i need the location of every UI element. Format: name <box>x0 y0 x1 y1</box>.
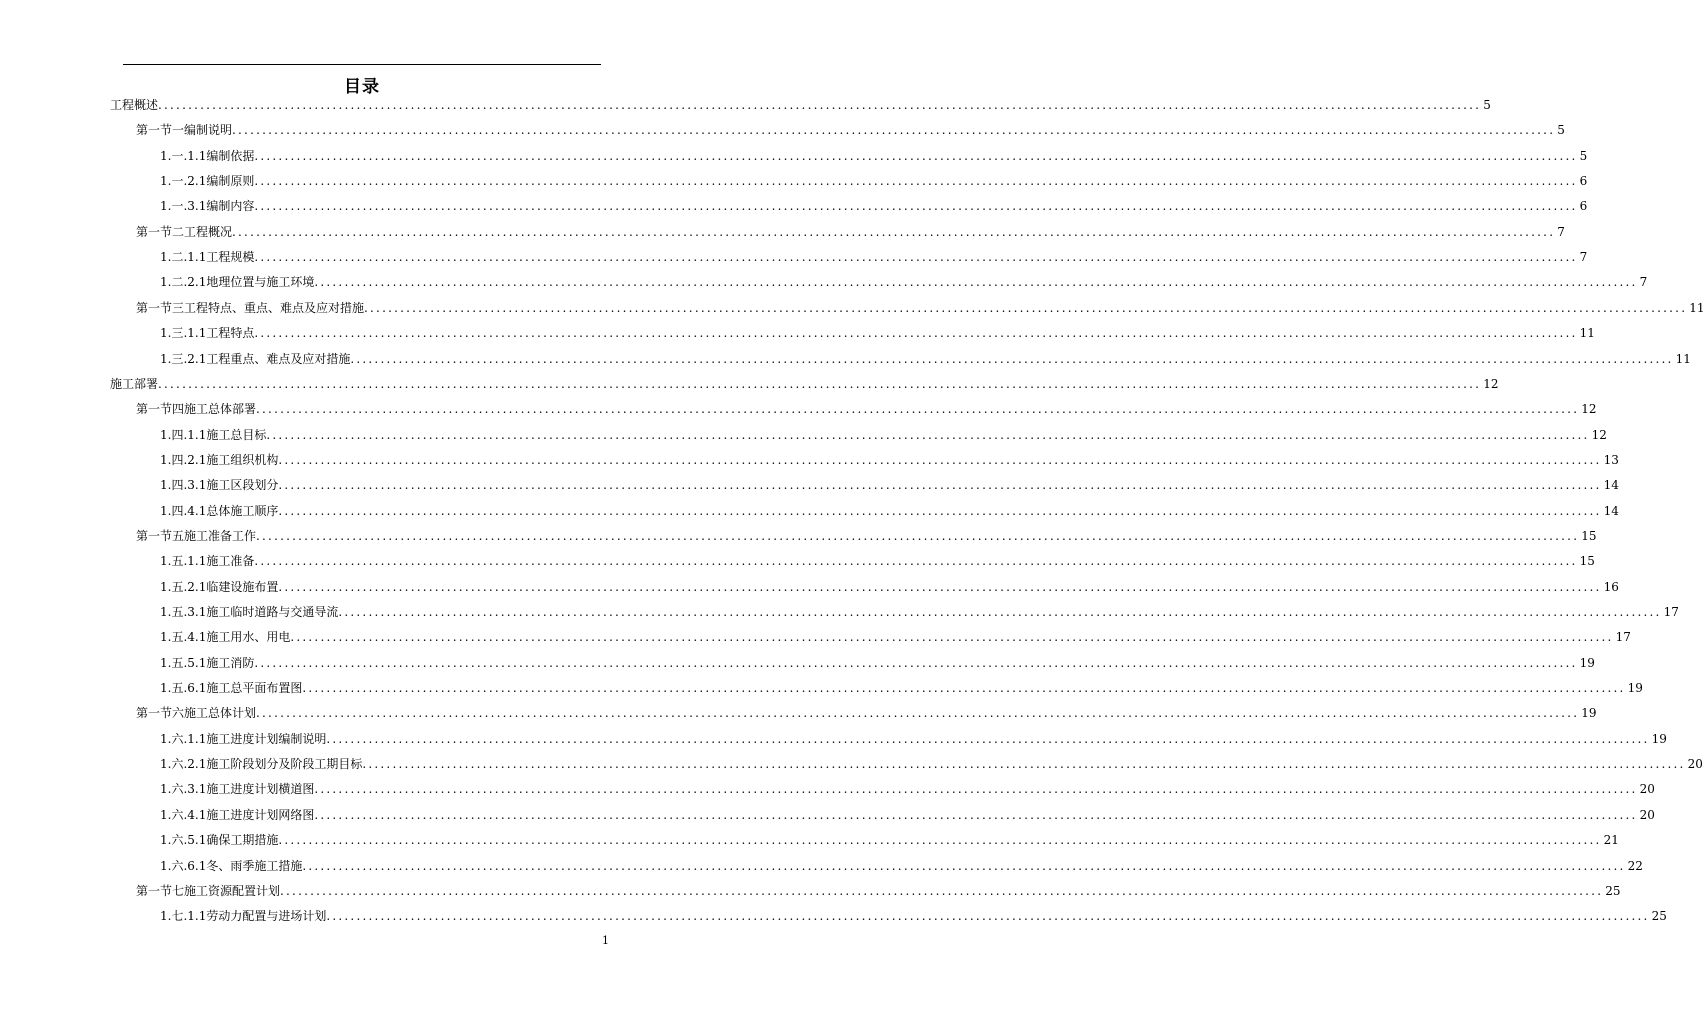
toc-entry-page: 21 <box>1603 833 1619 848</box>
dot-leader: ............................................................................................................................................................................................................................ <box>314 782 1638 797</box>
toc-entry-page: 25 <box>1651 909 1667 924</box>
dot-leader: ............................................................................................................................................................................................................................ <box>232 123 1556 138</box>
toc-entry[interactable] <box>160 655 1595 671</box>
toc-entry[interactable] <box>160 832 1619 848</box>
toc-entry-page: 5 <box>1483 98 1491 112</box>
dot-leader: ............................................................................................................................................................................................................................ <box>364 300 1688 315</box>
dot-leader: ............................................................................................................................................................................................................................ <box>254 174 1578 189</box>
dot-leader: ............................................................................................................................................................................................................................ <box>254 655 1578 670</box>
toc-entry-number: 1.三.2.1 <box>160 351 207 366</box>
toc-entry-page: 12 <box>1483 376 1499 391</box>
toc-entry-label: 编制说明 <box>184 123 233 138</box>
toc-entry-label: 施工进度计划编制说明 <box>206 731 327 746</box>
dot-leader: ............................................................................................................................................................................................................................ <box>256 706 1580 721</box>
toc-entry-page: 11 <box>1579 326 1595 341</box>
toc-entry-number: 1.四.3.1 <box>160 478 207 493</box>
toc-entry-label: 施工总目标 <box>206 427 267 442</box>
toc-entry-page: 25 <box>1605 883 1621 898</box>
dot-leader: ............................................................................................................................................................................................................................ <box>338 605 1662 619</box>
toc-entry-page: 11 <box>1689 300 1705 315</box>
toc-entry-page: 5 <box>1557 123 1565 138</box>
toc-entry[interactable] <box>136 528 1597 544</box>
dot-leader: ............................................................................................................................................................................................................................ <box>158 98 1482 112</box>
dot-leader: ............................................................................................................................................................................................................................ <box>278 503 1602 518</box>
toc-entry-label: 施工资源配置计划 <box>184 883 281 898</box>
toc-entry[interactable] <box>160 173 1588 189</box>
toc-entry[interactable] <box>160 325 1595 341</box>
toc-entry-label: 工程规模 <box>206 250 255 265</box>
toc-entry[interactable] <box>160 198 1588 214</box>
toc-entry-number: 1.二.2.1 <box>160 275 207 290</box>
toc-entry-label: 施工总体计划 <box>184 706 257 721</box>
toc-title: 目录 <box>344 77 380 97</box>
dot-leader: ............................................................................................................................................................................................................................ <box>314 807 1638 822</box>
toc-entry[interactable] <box>160 629 1631 645</box>
toc-entry-number: 1.五.1.1 <box>160 554 207 569</box>
toc-entry-number: 第一节六 <box>136 706 185 721</box>
toc-entry-number: 1.六.2.1 <box>160 757 207 772</box>
dot-leader: ............................................................................................................................................................................................................................ <box>254 199 1578 214</box>
toc-entry-label: 施工消防 <box>206 655 255 670</box>
toc-entry-number: 1.五.2.1 <box>160 579 207 594</box>
dot-leader: ............................................................................................................................................................................................................................ <box>314 275 1638 290</box>
toc-entry-number: 1.一.3.1 <box>160 199 207 214</box>
toc-entry[interactable] <box>160 553 1595 569</box>
toc-entry-label: 编制内容 <box>206 199 255 214</box>
toc-entry[interactable] <box>136 883 1621 899</box>
toc-entry-label: 施工组织机构 <box>206 452 279 467</box>
dot-leader: ............................................................................................................................................................................................................................ <box>256 402 1580 417</box>
toc-entry-page: 14 <box>1603 478 1619 493</box>
toc-entry[interactable] <box>160 781 1655 797</box>
toc-entry[interactable] <box>160 908 1667 924</box>
dot-leader: ............................................................................................................................................................................................................................ <box>362 757 1686 772</box>
toc-entry-number: 1.二.1.1 <box>160 250 207 265</box>
toc-entry-page: 16 <box>1603 579 1619 594</box>
toc-entry-label: 确保工期措施 <box>206 833 279 848</box>
toc-entry-page: 11 <box>1675 351 1691 366</box>
toc-entry-label: 工程特点、重点、难点及应对措施 <box>184 300 365 315</box>
dot-leader: ............................................................................................................................................................................................................................ <box>350 351 1674 366</box>
toc-entry-label: 施工进度计划网络图 <box>206 807 315 822</box>
dot-leader: ............................................................................................................................................................................................................................ <box>302 681 1626 696</box>
toc-entry-page: 6 <box>1579 199 1588 214</box>
toc-entry-label: 施工用水、用电 <box>206 630 291 645</box>
toc-entry-page: 7 <box>1639 275 1648 290</box>
toc-entry[interactable] <box>136 122 1565 138</box>
dot-leader: ............................................................................................................................................................................................................................ <box>302 858 1626 873</box>
toc-entry-number: 1.三.1.1 <box>160 326 207 341</box>
toc-entry-label: 临建设施布置 <box>206 579 279 594</box>
toc-entry[interactable] <box>160 477 1619 493</box>
page-number: 1 <box>602 934 609 947</box>
toc-entry-number: 1.六.3.1 <box>160 782 207 797</box>
dot-leader: ............................................................................................................................................................................................................................ <box>158 376 1482 391</box>
toc-entry-number: 1.五.4.1 <box>160 630 207 645</box>
toc-entry-page: 15 <box>1579 554 1595 569</box>
toc-entry[interactable] <box>160 452 1619 468</box>
toc-entry-label: 施工总体部署 <box>184 402 257 417</box>
toc-entry[interactable] <box>136 401 1597 417</box>
toc-entry-number: 1.六.5.1 <box>160 833 207 848</box>
toc-entry[interactable] <box>160 351 1691 367</box>
toc-entry[interactable] <box>160 807 1655 823</box>
dot-leader: ............................................................................................................................................................................................................................ <box>278 452 1602 467</box>
toc-entry-number: 1.五.5.1 <box>160 655 207 670</box>
toc-entry[interactable] <box>160 680 1643 696</box>
dot-leader: ............................................................................................................................................................................................................................ <box>232 224 1556 239</box>
toc-entry[interactable] <box>110 376 1499 392</box>
toc-entry[interactable] <box>136 224 1565 240</box>
toc-entry-number: 1.四.4.1 <box>160 503 207 518</box>
toc-entry-label: 施工临时道路与交通导流 <box>206 605 339 619</box>
toc-entry-number: 第一节三 <box>136 300 185 315</box>
toc-entry[interactable] <box>160 427 1607 443</box>
toc-entry-label: 施工区段划分 <box>206 478 279 493</box>
toc-entry-number: 第一节二 <box>136 224 185 239</box>
toc-entry-label: 施工部署 <box>110 376 159 391</box>
toc-entry-page: 17 <box>1615 630 1631 645</box>
dot-leader: ............................................................................................................................................................................................................................ <box>254 554 1578 569</box>
toc-entry-number: 第一节七 <box>136 883 185 898</box>
toc-entry[interactable] <box>136 705 1597 721</box>
toc-entry-label: 施工阶段划分及阶段工期目标 <box>206 757 363 772</box>
toc-entry-page: 19 <box>1581 706 1597 721</box>
toc-entry[interactable] <box>136 300 1705 316</box>
toc-entry-number: 1.六.4.1 <box>160 807 207 822</box>
toc-entry[interactable] <box>160 274 1648 290</box>
dot-leader: ............................................................................................................................................................................................................................ <box>290 630 1614 645</box>
toc-entry-label: 地理位置与施工环境 <box>206 275 315 290</box>
toc-entry-label: 工程概况 <box>184 224 233 239</box>
dot-leader: ............................................................................................................................................................................................................................ <box>266 427 1590 442</box>
toc-entry-number: 第一节四 <box>136 402 185 417</box>
toc-entry-page: 19 <box>1627 681 1643 696</box>
toc-entry-page: 22 <box>1627 858 1643 873</box>
dot-leader: ............................................................................................................................................................................................................................ <box>254 148 1578 163</box>
dot-leader: ............................................................................................................................................................................................................................ <box>278 833 1602 848</box>
toc-entry-number: 1.六.6.1 <box>160 858 207 873</box>
toc-entry-label: 施工总平面布置图 <box>206 681 303 696</box>
dot-leader: ............................................................................................................................................................................................................................ <box>254 250 1578 265</box>
toc-entry-page: 12 <box>1591 427 1607 442</box>
toc-entry-page: 14 <box>1603 503 1619 518</box>
toc-entry-label: 编制依据 <box>206 148 255 163</box>
toc-entry[interactable] <box>160 858 1643 874</box>
toc-entry[interactable] <box>160 579 1619 595</box>
toc-entry-number: 1.一.1.1 <box>160 148 207 163</box>
toc-entry-number: 1.五.6.1 <box>160 681 207 696</box>
toc-entry-page: 7 <box>1579 250 1588 265</box>
toc-entry[interactable] <box>160 731 1667 747</box>
toc-entry-label: 编制原则 <box>206 174 255 189</box>
toc-entry-page: 20 <box>1639 782 1655 797</box>
toc-entry-label: 劳动力配置与进场计划 <box>206 909 327 924</box>
toc-entry-label: 施工进度计划横道图 <box>206 782 315 797</box>
dot-leader: ............................................................................................................................................................................................................................ <box>256 528 1580 543</box>
toc-entry-label: 总体施工顺序 <box>206 503 279 518</box>
toc-entry-page: 13 <box>1603 452 1619 467</box>
dot-leader: ............................................................................................................................................................................................................................ <box>326 909 1650 924</box>
toc-entry-page: 7 <box>1557 224 1565 239</box>
toc-entry-number: 1.七.1.1 <box>160 909 207 924</box>
toc-entry-page: 19 <box>1579 655 1595 670</box>
toc-entry-label: 工程特点 <box>206 326 255 341</box>
toc-entry-page: 17 <box>1663 605 1679 619</box>
toc-entry[interactable] <box>160 249 1588 265</box>
header-rule <box>123 64 601 65</box>
toc-entry-page: 19 <box>1651 731 1667 746</box>
toc-entry-label: 冬、雨季施工措施 <box>206 858 303 873</box>
toc-entry-page: 6 <box>1579 174 1588 189</box>
toc-entry[interactable] <box>110 97 1491 113</box>
toc-entry-label: 工程重点、难点及应对措施 <box>206 351 351 366</box>
toc-entry[interactable] <box>160 756 1703 772</box>
toc-entry[interactable] <box>160 604 1679 620</box>
toc-entry-page: 12 <box>1581 402 1597 417</box>
toc-entry[interactable] <box>160 503 1619 519</box>
toc-entry-label: 工程概述 <box>110 98 159 112</box>
dot-leader: ............................................................................................................................................................................................................................ <box>254 326 1578 341</box>
toc-entry-number: 第一节五 <box>136 528 185 543</box>
toc-entry-number: 1.四.2.1 <box>160 452 207 467</box>
toc-entry[interactable] <box>160 148 1588 164</box>
toc-entry-number: 1.一.2.1 <box>160 174 207 189</box>
toc-entry-number: 1.五.3.1 <box>160 605 207 619</box>
toc-entry-page: 20 <box>1639 807 1655 822</box>
toc-entry-number: 第一节一 <box>136 123 185 138</box>
toc-entry-label: 施工准备工作 <box>184 528 257 543</box>
toc-entry-page: 20 <box>1687 757 1703 772</box>
dot-leader: ............................................................................................................................................................................................................................ <box>326 731 1650 746</box>
toc-entry-page: 5 <box>1579 148 1588 163</box>
dot-leader: ............................................................................................................................................................................................................................ <box>280 883 1604 898</box>
dot-leader: ............................................................................................................................................................................................................................ <box>278 579 1602 594</box>
toc-entry-label: 施工准备 <box>206 554 255 569</box>
toc-entry-number: 1.四.1.1 <box>160 427 207 442</box>
toc-entry-page: 15 <box>1581 528 1597 543</box>
toc-entry-number: 1.六.1.1 <box>160 731 207 746</box>
dot-leader: ............................................................................................................................................................................................................................ <box>278 478 1602 493</box>
